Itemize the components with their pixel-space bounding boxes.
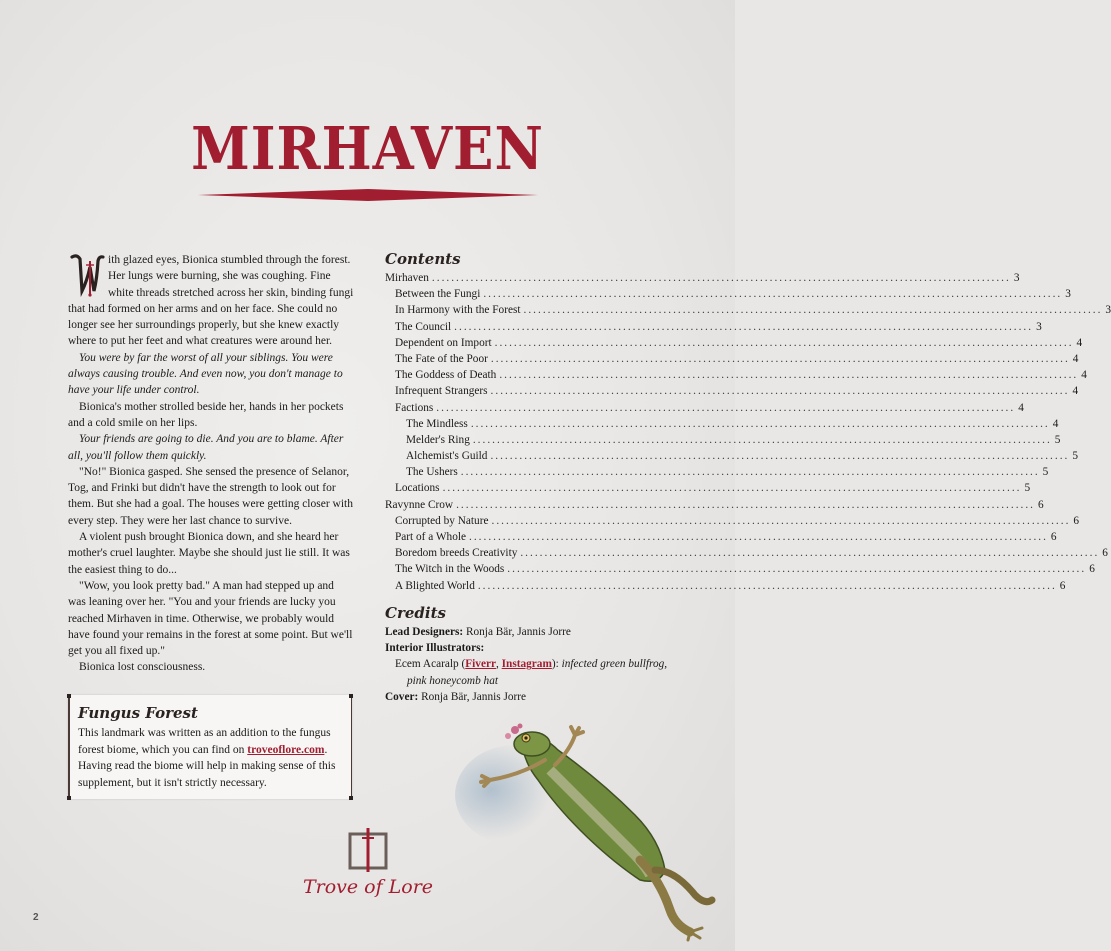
toc-leader-dots: ........................................................................................................................ xyxy=(470,417,1050,430)
toc-item-label: Boredom breeds Creativity xyxy=(395,547,518,560)
toc-item-label: The Witch in the Woods xyxy=(395,563,505,576)
toc-item-page: 6 xyxy=(1073,514,1080,527)
story-paragraph-1-text: ith glazed eyes, Bionica stumbled through the forest. Her lungs were burning, she was coughing. Fine white threads stretched across her skin, binding fungi that had formed on her arms and on her face. She could no longer see her surroundings properly, but she knew exactly where to put her feet and what creatures were around her. xyxy=(68,254,354,348)
toc-item[interactable] xyxy=(385,464,1049,480)
illustrator-sep: , xyxy=(496,658,502,671)
story-paragraph-7: "Wow, you look pretty bad." A man had stepped up and was leaning over her. "You and your friends are lucky you reached Mirhaven in time. Otherwise, we probably would have found your remains in the forest at some point. But we'll get you all fixed up." xyxy=(68,579,353,658)
credits-illustration-desc xyxy=(385,673,670,689)
toc-leader-dots: ........................................................................................................................ xyxy=(507,563,1087,576)
toc-item-label: Factions xyxy=(395,401,434,414)
toc-item-label: The Ushers xyxy=(406,466,458,479)
toc-leader-dots: ........................................................................................................................ xyxy=(490,385,1070,398)
toc-item-page: 4 xyxy=(1076,336,1083,349)
toc-item[interactable] xyxy=(385,545,1108,561)
credits-section xyxy=(385,604,670,705)
toc-item[interactable] xyxy=(385,578,1066,594)
toc-item[interactable] xyxy=(385,367,1087,383)
illustration-desc-2: pink honeycomb hat xyxy=(407,674,498,687)
page-title: MIRHAVEN xyxy=(191,114,544,184)
toc-leader-dots: ........................................................................................................................ xyxy=(472,433,1052,446)
credits-heading: Credits xyxy=(385,603,446,622)
toc-item-page: 3 xyxy=(1065,288,1071,301)
toc-leader-dots: ........................................................................................................................ xyxy=(456,498,1035,511)
toc-item-page: 5 xyxy=(1024,482,1031,495)
toc-item-page: 3 xyxy=(1036,320,1042,333)
toc-leader-dots: ........................................................................................................................ xyxy=(436,401,1016,414)
toc-item[interactable] xyxy=(385,432,1061,448)
story-paragraph-4: Your friends are going to die. And you are to blame. After all, you'll follow them quickly. xyxy=(68,433,344,462)
table-of-contents xyxy=(385,270,1111,594)
toc-leader-dots: ........................................................................................................................ xyxy=(494,336,1074,349)
toc-item-page: 4 xyxy=(1072,352,1079,365)
dropcap-ornate-letter-icon xyxy=(68,253,106,297)
illustrators-label: Interior Illustrators: xyxy=(385,642,485,655)
toc-item-label: Melder's Ring xyxy=(406,433,470,446)
toc-leader-dots: ........................................................................................................................ xyxy=(483,288,1063,301)
story-paragraph-3: Bionica's mother strolled beside her, hands in her pockets and a cold smile on her lips. xyxy=(68,400,344,429)
toc-leader-dots: ........................................................................................................................ xyxy=(431,272,1011,284)
sidebar-right-border xyxy=(351,695,353,799)
lead-designers-value: Ronja Bär, Jannis Jorre xyxy=(465,625,571,638)
toc-item-label: Corrupted by Nature xyxy=(395,514,489,527)
toc-leader-dots: ........................................................................................................................ xyxy=(454,320,1034,333)
toc-item[interactable] xyxy=(385,302,1111,318)
toc-item-label: Ravynne Crow xyxy=(385,498,454,511)
title-divider xyxy=(198,188,538,202)
sidebar-text-before: This landmark was written as an addition to the fungus forest biome, which you can find on xyxy=(78,727,331,756)
toc-item[interactable] xyxy=(385,529,1057,545)
toc-item[interactable] xyxy=(385,416,1059,432)
toc-leader-dots: ........................................................................................................................ xyxy=(442,482,1022,495)
sidebar-corner xyxy=(67,694,71,698)
credits-illustrator-entry xyxy=(385,656,670,672)
toc-item-page: 3 xyxy=(1013,272,1020,284)
toc-item[interactable] xyxy=(385,400,1024,416)
frog-illustration xyxy=(460,720,720,940)
toc-item-page: 5 xyxy=(1054,433,1061,446)
toc-item-label: Alchemist's Guild xyxy=(406,450,488,463)
toc-item-page: 6 xyxy=(1059,579,1066,592)
toc-item[interactable] xyxy=(385,497,1044,513)
toc-leader-dots: ........................................................................................................................ xyxy=(469,531,1048,543)
toc-item-page: 6 xyxy=(1089,563,1095,576)
fiverr-link[interactable]: Fiverr xyxy=(465,658,496,671)
story-paragraph-6: A violent push brought Bionica down, and she heard her mother's cruel laughter. Maybe she should just lie still. It was the easiest thing to do... xyxy=(68,531,350,576)
illustrator-close: ): xyxy=(551,658,559,671)
sidebar-corner xyxy=(67,796,71,800)
toc-leader-dots: ........................................................................................................................ xyxy=(523,304,1103,317)
story-paragraph-1 xyxy=(68,252,354,350)
illustrator-name: Ecem Acaralp ( xyxy=(395,658,466,671)
toc-item-label: Between the Fungi xyxy=(395,288,481,301)
page-number: 2 xyxy=(33,912,39,923)
toc-item-page: 5 xyxy=(1072,450,1078,463)
sidebar-left-border xyxy=(68,695,70,799)
toc-item-label: Part of a Whole xyxy=(395,531,467,543)
toc-item[interactable] xyxy=(385,448,1078,464)
toc-leader-dots: ........................................................................................................................ xyxy=(499,369,1079,382)
toc-item-label: Locations xyxy=(395,482,440,495)
instagram-link[interactable]: Instagram xyxy=(501,658,552,671)
credits-lead-designers xyxy=(385,624,670,640)
toc-leader-dots: ........................................................................................................................ xyxy=(477,579,1057,592)
sidebar-text xyxy=(78,725,342,791)
toc-item[interactable] xyxy=(385,319,1042,335)
credits-illustrators xyxy=(385,640,670,656)
book-icon xyxy=(348,828,388,872)
toc-item[interactable] xyxy=(385,286,1071,302)
toc-item-page: 4 xyxy=(1018,401,1024,414)
cover-value: Ronja Bär, Jannis Jorre xyxy=(421,690,527,703)
sidebar-corner xyxy=(349,694,353,698)
toc-leader-dots: ........................................................................................................................ xyxy=(460,466,1040,479)
toc-item-label: In Harmony with the Forest xyxy=(395,304,521,317)
toc-item-page: 6 xyxy=(1050,531,1057,543)
sidebar-corner xyxy=(349,796,353,800)
toc-item-label: The Goddess of Death xyxy=(395,369,497,382)
toc-item[interactable] xyxy=(385,383,1079,399)
toc-leader-dots: ........................................................................................................................ xyxy=(490,450,1070,463)
toc-item-page: 4 xyxy=(1081,369,1087,382)
story-paragraph-2: You were by far the worst of all your siblings. You were always causing trouble. And even now, you don't manage to have your life under control. xyxy=(68,351,343,397)
contents-column xyxy=(385,250,1111,705)
toc-item[interactable] xyxy=(385,335,1083,351)
toc-leader-dots: ........................................................................................................................ xyxy=(491,514,1071,527)
toc-item-label: Mirhaven xyxy=(385,272,429,284)
toc-item-label: Infrequent Strangers xyxy=(395,385,488,398)
toc-item-page: 4 xyxy=(1052,417,1059,430)
trove-of-lore-logo xyxy=(298,826,438,906)
toc-item[interactable] xyxy=(385,351,1079,367)
toc-item-page: 5 xyxy=(1042,466,1049,479)
toc-item-page: 6 xyxy=(1102,547,1108,560)
toc-item[interactable] xyxy=(385,270,1020,286)
toc-item-page: 6 xyxy=(1038,498,1044,511)
toc-item-label: The Council xyxy=(395,320,452,333)
toc-item-label: A Blighted World xyxy=(395,579,475,592)
toc-item[interactable] xyxy=(385,480,1031,496)
troveoflore-link[interactable]: troveoflore.com xyxy=(247,743,325,756)
story-column xyxy=(68,252,354,676)
contents-heading: Contents xyxy=(385,250,461,268)
toc-leader-dots: ........................................................................................................................ xyxy=(520,547,1100,560)
toc-item[interactable] xyxy=(385,561,1095,577)
toc-item-label: Dependent on Import xyxy=(395,336,492,349)
toc-item-page: 3 xyxy=(1105,304,1111,317)
story-paragraph-8: Bionica lost consciousness. xyxy=(79,661,206,674)
credits-cover xyxy=(385,689,670,705)
toc-leader-dots: ........................................................................................................................ xyxy=(490,352,1070,365)
lead-designers-label: Lead Designers: xyxy=(385,625,464,638)
toc-item-page: 4 xyxy=(1072,385,1079,398)
toc-item[interactable] xyxy=(385,513,1080,529)
toc-item-label: The Fate of the Poor xyxy=(395,352,488,365)
sidebar-title: Fungus Forest xyxy=(78,704,198,722)
cover-label: Cover: xyxy=(385,690,419,703)
logo-text: Trove of Lore xyxy=(302,876,434,898)
illustration-desc-1: infected green bullfrog, xyxy=(561,658,668,671)
toc-item-label: The Mindless xyxy=(406,417,468,430)
sidebar-text-after: . Having read the biome will help in making sense of this supplement, but it isn't strictly necessary. xyxy=(78,743,336,789)
fungus-forest-sidebar xyxy=(68,695,352,799)
story-paragraph-5: "No!" Bionica gasped. She sensed the presence of Selanor, Tog, and Frinki but didn't have the strength to look out for them. But she had a goal. The houses were getting closer with every step. They were her last chance to survive. xyxy=(68,465,353,527)
